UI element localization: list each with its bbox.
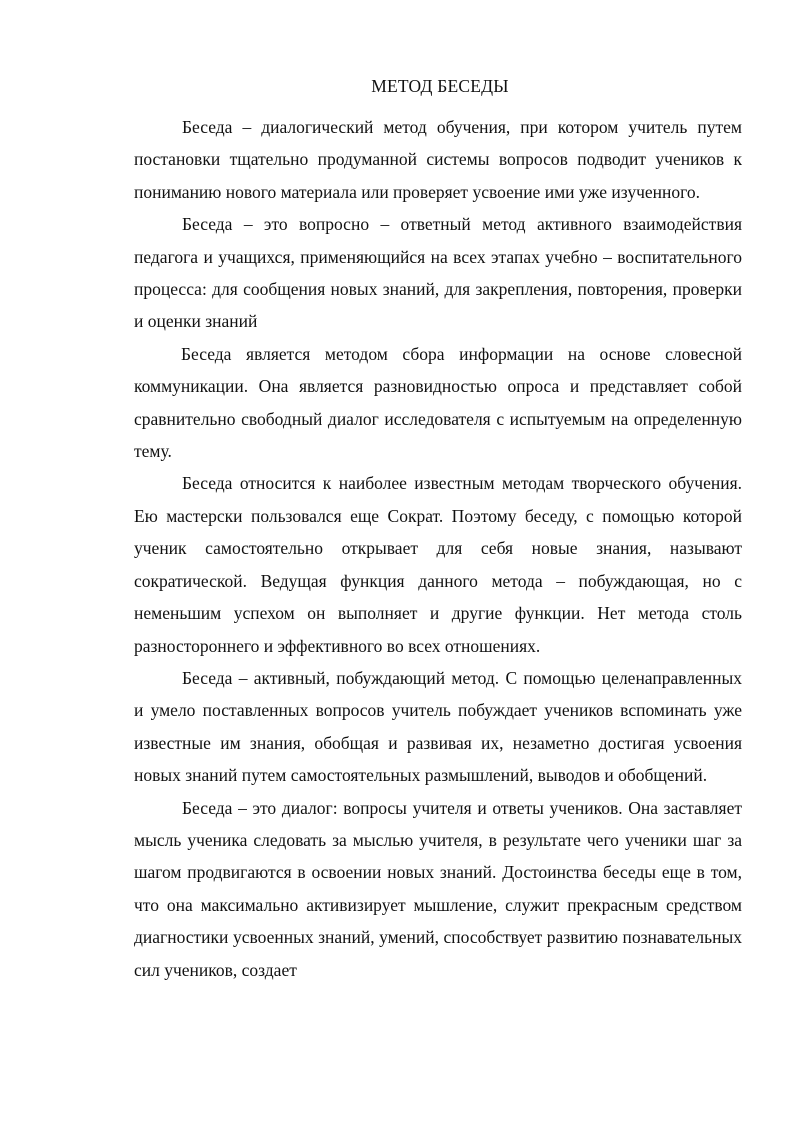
paragraph-socratic: Беседа относится к наиболее известным методам творческого обучения. Ею мастерски пользовался еще Сократ. Поэтому беседу, с помощью которой ученик самостоятельно открывает для себя новые знания, называют сократической. Ведущая функция данного метода – побуждающая, но с неменьшим успехом он выполняет и другие функции. Нет метода столь разностороннего и эффективного во всех отношениях. <box>134 473 742 656</box>
document-title: МЕТОД БЕСЕДЫ <box>371 76 509 96</box>
paragraph-question-answer: Беседа – это вопросно – ответный метод активного взаимодействия педагога и учащихся, применяющийся на всех этапах учебно – воспитательного процесса: для сообщения новых знаний, для закрепления, повторения, проверки и оценки знаний <box>134 214 742 332</box>
paragraph-definition: Беседа – диалогический метод обучения, при котором учитель путем постановки тщательно продуманной системы вопросов подводит учеников к пониманию нового материала или проверяет усвоение ими уже изученного. <box>134 117 742 202</box>
paragraph-active-method: Беседа – активный, побуждающий метод. С помощью целенаправленных и умело поставленных вопросов учитель побуждает учеников вспоминать уже известные им знания, обобщая и развивая их, незаметно достигая усвоения новых знаний путем самостоятельных размышлений, выводов и обобщений. <box>134 667 742 786</box>
document-body <box>134 111 742 986</box>
paragraph-dialogue: Беседа – это диалог: вопросы учителя и ответы учеников. Она заставляет мысль ученика следовать за мыслью учителя, в результате чего ученики шаг за шагом продвигаются в освоении новых знаний. Достоинства беседы еще в том, что она максимально активизирует мышление, служит прекрасным средством диагностики усвоенных знаний, умений, способствует развитию познавательных сил учеников, создает <box>134 797 742 980</box>
paragraph-information-gathering: Беседа является методом сбора информации на основе словесной коммуникации. Она является разновидностью опроса и представляет собой сравнительно свободный диалог исследователя с испытуемым на определенную тему. <box>134 343 742 462</box>
